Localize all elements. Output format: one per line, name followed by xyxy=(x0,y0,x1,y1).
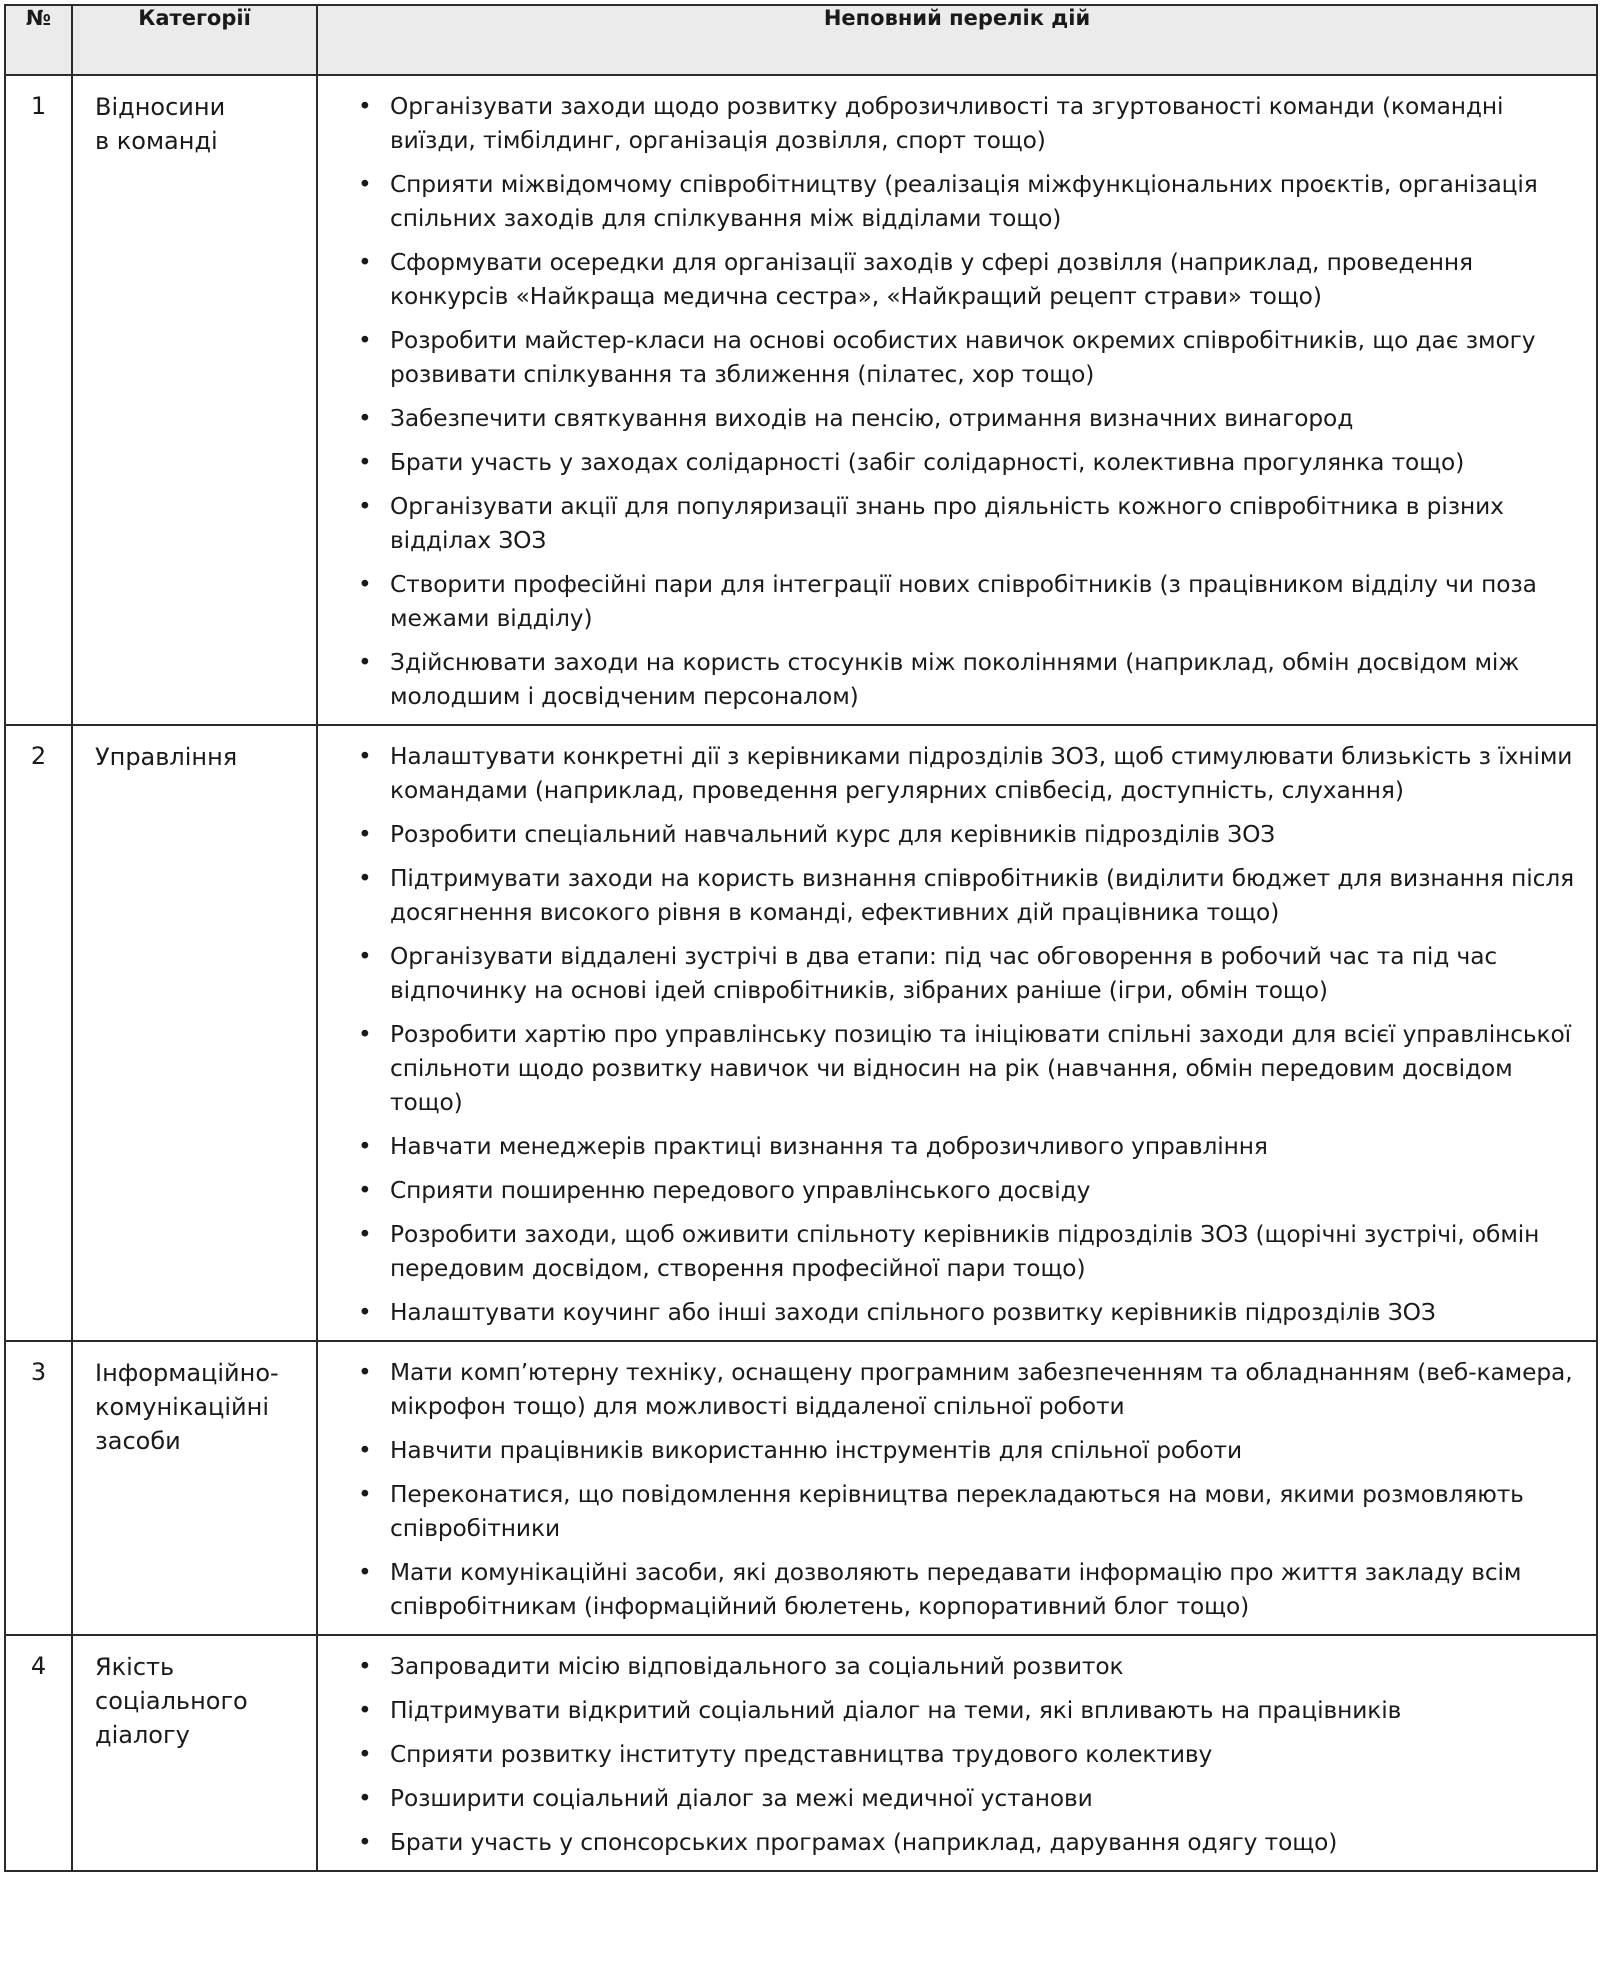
list-item: • Сприяти міжвідомчому співробітництву (реалізація міжфункціональних проєктів, організація спільних заходів для спілкування між відділами тощо) xyxy=(358,168,1592,236)
row-number: 1 xyxy=(5,75,72,725)
category-cell: Якість соціального діалогу xyxy=(72,1635,317,1871)
table-row xyxy=(5,1635,1597,1871)
list-item: • Сформувати осередки для організації заходів у сфері дозвілля (наприклад, проведення конкурсів «Найкраща медична сестра», «Найкращий рецепт страви» тощо) xyxy=(358,246,1592,314)
list-item: • Розробити спеціальний навчальний курс для керівників підрозділів ЗОЗ xyxy=(358,818,1592,852)
measures-table xyxy=(4,4,1598,1872)
list-item: • Сприяти розвитку інституту представництва трудового колективу xyxy=(358,1738,1592,1772)
list-item: • Мати комунікаційні засоби, які дозволяють передавати інформацію про життя закладу всім співробітникам (інформаційний бюлетень, корпоративний блог тощо) xyxy=(358,1556,1592,1624)
list-item: • Організувати заходи щодо розвитку доброзичливості та згуртованості команди (командні виїзди, тімбілдинг, організація дозвілля, спорт тощо) xyxy=(358,90,1592,158)
actions-list xyxy=(358,740,1592,1330)
row-number: 2 xyxy=(5,725,72,1341)
table-body xyxy=(5,75,1597,1871)
list-item: • Переконатися, що повідомлення керівництва перекладаються на мови, якими розмовляють співробітники xyxy=(358,1478,1592,1546)
list-item: • Організувати віддалені зустрічі в два етапи: під час обговорення в робочий час та під час відпочинку на основі ідей співробітників, зібраних раніше (ігри, обмін тощо) xyxy=(358,940,1592,1008)
list-item: • Розробити хартію про управлінську позицію та ініціювати спільні заходи для всієї управлінської спільноти щодо розвитку навичок чи відносин на рік (навчання, обмін передовим досвідом тощо) xyxy=(358,1018,1592,1120)
list-item: • Брати участь у спонсорських програмах (наприклад, дарування одягу тощо) xyxy=(358,1826,1592,1860)
list-item: • Розробити майстер-класи на основі особистих навичок окремих співробітників, що дає змогу розвивати спілкування та зближення (пілатес, хор тощо) xyxy=(358,324,1592,392)
actions-cell xyxy=(317,725,1597,1341)
actions-cell xyxy=(317,1341,1597,1635)
list-item: • Підтримувати відкритий соціальний діалог на теми, які впливають на працівників xyxy=(358,1694,1592,1728)
list-item: • Брати участь у заходах солідарності (забіг солідарності, колективна прогулянка тощо) xyxy=(358,446,1592,480)
list-item: • Розробити заходи, щоб оживити спільноту керівників підрозділів ЗОЗ (щорічні зустрічі, обмін передовим досвідом, створення професійної пари тощо) xyxy=(358,1218,1592,1286)
list-item: • Здійснювати заходи на користь стосунків між поколіннями (наприклад, обмін досвідом між молодшим і досвідченим персоналом) xyxy=(358,646,1592,714)
list-item: • Налаштувати коучинг або інші заходи спільного розвитку керівників підрозділів ЗОЗ xyxy=(358,1296,1592,1330)
list-item: • Мати комп’ютерну техніку, оснащену програмним забезпеченням та обладнанням (веб-камера, мікрофон тощо) для можливості віддаленої спільної роботи xyxy=(358,1356,1592,1424)
list-item: • Розширити соціальний діалог за межі медичної установи xyxy=(358,1782,1592,1816)
list-item: • Навчити працівників використанню інструментів для спільної роботи xyxy=(358,1434,1592,1468)
actions-list xyxy=(358,1650,1592,1860)
category-cell: Відносини в команді xyxy=(72,75,317,725)
header-actions: Неповний перелік дій xyxy=(317,5,1597,75)
list-item: • Сприяти поширенню передового управлінського досвіду xyxy=(358,1174,1592,1208)
list-item: • Забезпечити святкування виходів на пенсію, отримання визначних винагород xyxy=(358,402,1592,436)
category-cell: Управління xyxy=(72,725,317,1341)
table-row xyxy=(5,1341,1597,1635)
actions-list xyxy=(358,1356,1592,1624)
category-cell: Інформаційно- комунікаційні засоби xyxy=(72,1341,317,1635)
table-row xyxy=(5,75,1597,725)
list-item: • Створити професійні пари для інтеграції нових співробітників (з працівником відділу чи поза межами відділу) xyxy=(358,568,1592,636)
header-category: Категорії xyxy=(72,5,317,75)
header-row xyxy=(5,5,1597,75)
actions-cell xyxy=(317,75,1597,725)
list-item: • Запровадити місію відповідального за соціальний розвиток xyxy=(358,1650,1592,1684)
list-item: • Підтримувати заходи на користь визнання співробітників (виділити бюджет для визнання після досягнення високого рівня в команді, ефективних дій працівника тощо) xyxy=(358,862,1592,930)
list-item: • Налаштувати конкретні дії з керівниками підрозділів ЗОЗ, щоб стимулювати близькість з їхніми командами (наприклад, проведення регулярних співбесід, доступність, слухання) xyxy=(358,740,1592,808)
actions-list xyxy=(358,90,1592,714)
table-row xyxy=(5,725,1597,1341)
list-item: • Організувати акції для популяризації знань про діяльність кожного співробітника в різних відділах ЗОЗ xyxy=(358,490,1592,558)
actions-cell xyxy=(317,1635,1597,1871)
header-num: № xyxy=(5,5,72,75)
row-number: 4 xyxy=(5,1635,72,1871)
list-item: • Навчати менеджерів практиці визнання та доброзичливого управління xyxy=(358,1130,1592,1164)
row-number: 3 xyxy=(5,1341,72,1635)
